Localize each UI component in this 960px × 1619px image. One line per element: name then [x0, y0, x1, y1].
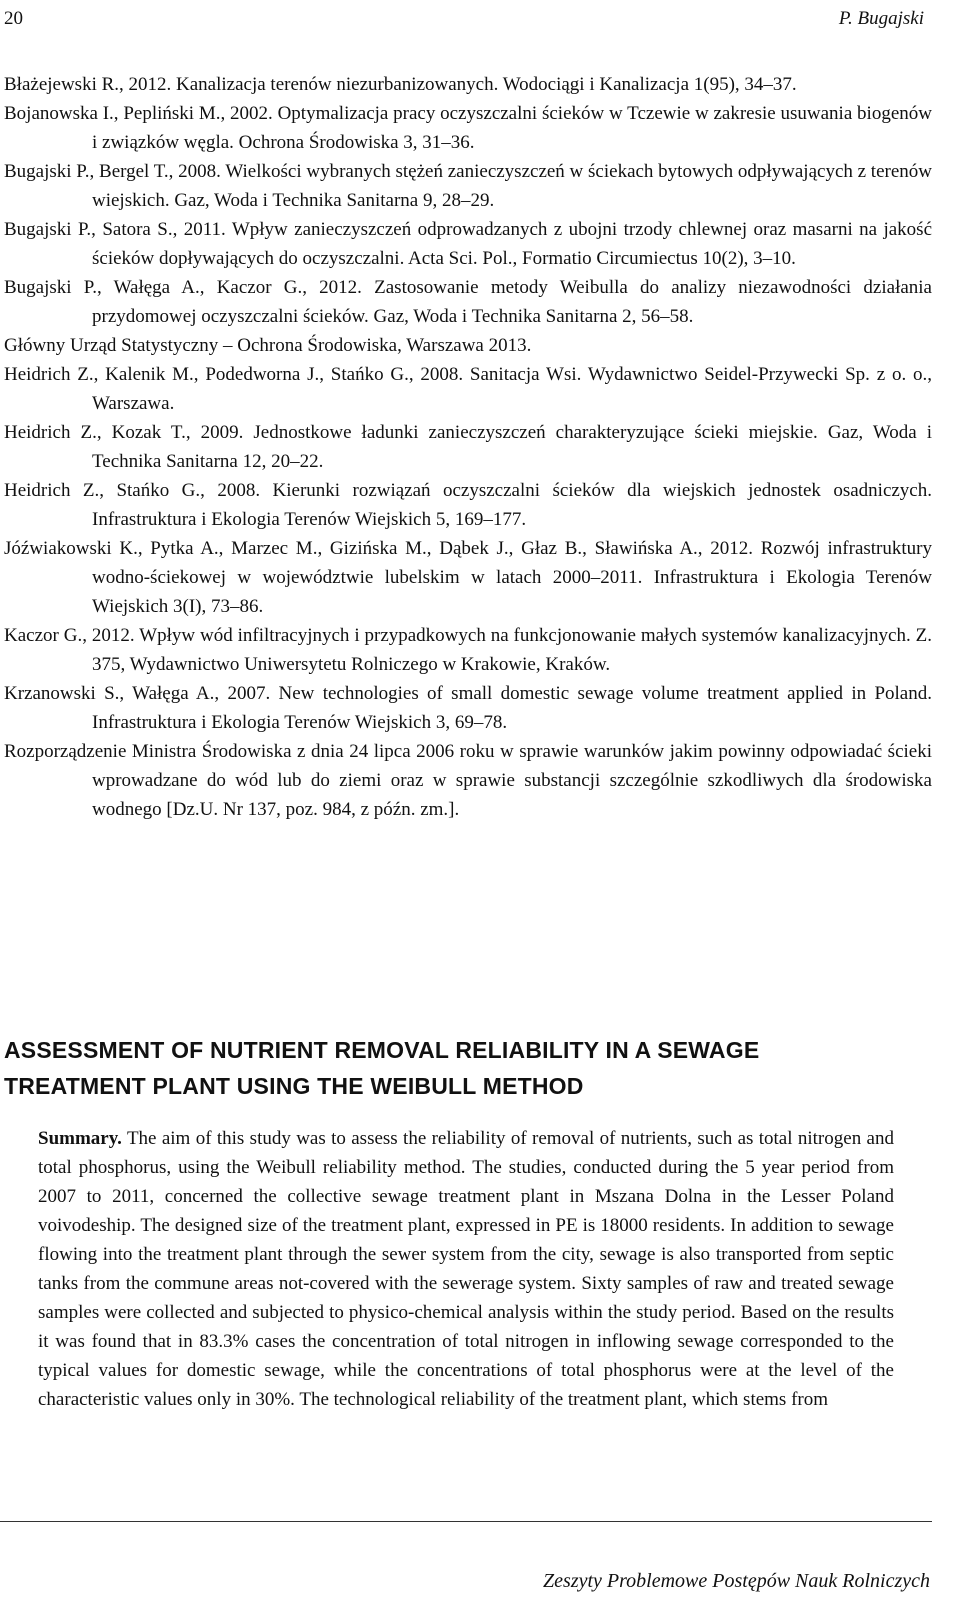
- summary-paragraph: [38, 1124, 894, 1414]
- reference-item: Bugajski P., Bergel T., 2008. Wielkości wybranych stężeń zanieczyszczeń w ściekach bytowych odpływających z terenów wiejskich. Gaz, Woda i Technika Sanitarna 9, 28–29.: [4, 161, 933, 211]
- journal-footer: Zeszyty Problemowe Postępów Nauk Rolniczych: [543, 1570, 930, 1592]
- reference-item: Heidrich Z., Kozak T., 2009. Jednostkowe ładunki zanieczyszczeń charakteryzujące ścieki miejskie. Gaz, Woda i Technika Sanitarna 12, 20–22.: [4, 422, 932, 472]
- reference-item: Kaczor G., 2012. Wpływ wód infiltracyjnych i przypadkowych na funkcjonowanie małych systemów kanalizacyjnych. Z. 375, Wydawnictwo Uniwersytetu Rolniczego w Krakowie, Kraków.: [4, 625, 932, 675]
- reference-item: Heidrich Z., Kalenik M., Podedworna J., Stańko G., 2008. Sanitacja Wsi. Wydawnictwo Seidel-Przywecki Sp. z o. o., Warszawa.: [4, 364, 932, 414]
- reference-list: [4, 70, 932, 824]
- summary-text: The aim of this study was to assess the reliability of removal of nutrients, such as total nitrogen and total phosphorus, using the Weibull reliability method. The studies, conducted during the 5 year period from 2007 to 2011, concerned the collective sewage treatment plant in Mszana Dolna in the Lesser Poland voivodeship. The designed size of the treatment plant, expressed in PE is 18000 residents. In addition to sewage flowing into the treatment plant through the sewer system from the city, sewage is also transported from septic tanks from the commune areas not-covered with the sewerage system. Sixty samples of raw and treated sewage samples were collected and subjected to physico-chemical analysis within the study period. Based on the results it was found that in 83.3% cases the concentration of total nitrogen in inflowing sewage corresponded to the typical values for domestic sewage, while the concentrations of total phosphorus were at the level of the characteristic values only in 30%. The technological reliability of the treatment plant, which stems from: [38, 1128, 894, 1410]
- reference-item: Rozporządzenie Ministra Środowiska z dnia 24 lipca 2006 roku w sprawie warunków jakim powinny odpowiadać ścieki wprowadzane do wód lub do ziemi oraz w sprawie substancji szczególnie szkodliwych dla środowiska wodnego [Dz.U. Nr 137, poz. 984, z późn. zm.].: [4, 741, 932, 820]
- reference-item: Bugajski P., Wałęga A., Kaczor G., 2012. Zastosowanie metody Weibulla do analizy niezawodności działania przydomowej oczyszczalni ścieków. Gaz, Woda i Technika Sanitarna 2, 56–58.: [4, 277, 932, 327]
- article-title-line: TREATMENT PLANT USING THE WEIBULL METHOD: [4, 1073, 584, 1099]
- page-header: [4, 8, 924, 38]
- footer-divider: [0, 1521, 932, 1522]
- reference-item: Krzanowski S., Wałęga A., 2007. New technologies of small domestic sewage volume treatment applied in Poland. Infrastruktura i Ekologia Terenów Wiejskich 3, 69–78.: [4, 683, 932, 733]
- reference-item: Główny Urząd Statystyczny – Ochrona Środowiska, Warszawa 2013.: [4, 335, 532, 356]
- page-number: 20: [4, 8, 23, 29]
- reference-item: Heidrich Z., Stańko G., 2008. Kierunki rozwiązań oczyszczalni ścieków dla wiejskich jednostek osadniczych. Infrastruktura i Ekologia Terenów Wiejskich 5, 169–177.: [4, 480, 932, 530]
- reference-item: Jóźwiakowski K., Pytka A., Marzec M., Gizińska M., Dąbek J., Głaz B., Sławińska A., 2012. Rozwój infrastruktury wodno-ściekowej w województwie lubelskim w latach 2000–2011. Infrastruktura i Ekologia Terenów Wiejskich 3(I), 73–86.: [4, 538, 932, 617]
- article-title-line: ASSESSMENT OF NUTRIENT REMOVAL RELIABILITY IN A SEWAGE: [4, 1037, 760, 1063]
- running-author: P. Bugajski: [838, 8, 924, 29]
- reference-item: Błażejewski R., 2012. Kanalizacja terenów niezurbanizowanych. Wodociągi i Kanalizacja 1(95), 34–37.: [4, 74, 797, 95]
- summary-label: Summary.: [38, 1128, 122, 1149]
- reference-item: Bojanowska I., Pepliński M., 2002. Optymalizacja pracy oczyszczalni ścieków w Tczewie w zakresie usuwania biogenów i związków węgla. Ochrona Środowiska 3, 31–36.: [4, 103, 932, 153]
- article-title: [4, 1032, 904, 1104]
- reference-item: Bugajski P., Satora S., 2011. Wpływ zanieczyszczeń odprowadzanych z ubojni trzody chlewnej oraz masarni na jakość ścieków dopływających do oczyszczalni. Acta Sci. Pol., Formatio Circumiectus 10(2), 3–10.: [4, 219, 932, 269]
